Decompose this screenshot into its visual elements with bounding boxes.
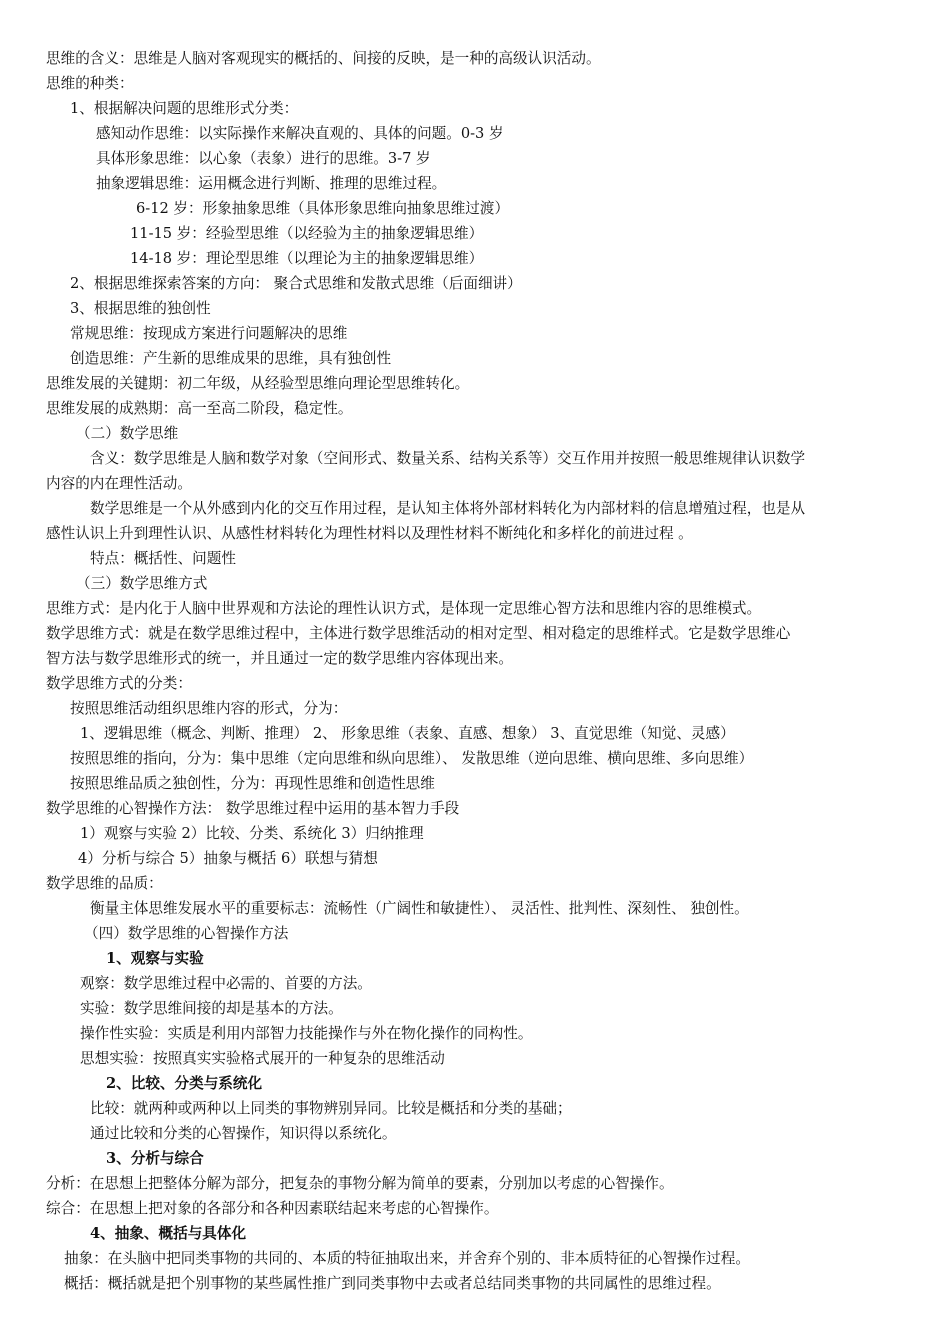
text-line: 观察：数学思维过程中必需的、首要的方法。 xyxy=(80,975,372,992)
text-line: 1、根据解决问题的思维形式分类： xyxy=(70,100,299,117)
text-line: 内容的内在理性活动。 xyxy=(46,475,192,492)
text-line: 思维方式：是内化于人脑中世界观和方法论的理性认识方式，是体现一定思维心智方法和思维内容的思维模式。 xyxy=(46,600,762,617)
subsection-heading: 2、比较、分类与系统化 xyxy=(106,1075,263,1092)
text-line: 数学思维方式：就是在数学思维过程中，主体进行数学思维活动的相对定型、相对稳定的思维样式。它是数学思维心 xyxy=(46,625,791,642)
text-line: 含义：数学思维是人脑和数学对象（空间形式、数量关系、结构关系等）交互作用并按照一般思维规律认识数学 xyxy=(90,450,806,467)
text-line: 14-18 岁：理论型思维（以理论为主的抽象逻辑思维） xyxy=(130,250,484,267)
text-line: 按照思维活动组织思维内容的形式，分为： xyxy=(70,700,348,717)
text-line: 衡量主体思维发展水平的重要标志：流畅性（广阔性和敏捷性）、 灵活性、批判性、深刻性、 独创性。 xyxy=(90,900,749,917)
text-line: 特点：概括性、问题性 xyxy=(90,550,236,567)
text-line: 3、根据思维的独创性 xyxy=(70,300,211,317)
text-line: 抽象逻辑思维：运用概念进行判断、推理的思维过程。 xyxy=(96,175,447,192)
text-line: 实验：数学思维间接的却是基本的方法。 xyxy=(80,1000,343,1017)
text-line: 思维的种类： xyxy=(46,75,134,92)
text-line: 2、根据思维探索答案的方向： 聚合式思维和发散式思维（后面细讲） xyxy=(70,275,522,292)
text-line: 具体形象思维：以心象（表象）进行的思维。3-7 岁 xyxy=(96,150,431,167)
text-line: 通过比较和分类的心智操作，知识得以系统化。 xyxy=(90,1125,397,1142)
text-line: 思维发展的成熟期：高一至高二阶段，稳定性。 xyxy=(46,400,353,417)
text-line: 思想实验：按照真实实验格式展开的一种复杂的思维活动 xyxy=(80,1050,445,1067)
section-heading: （四）数学思维的心智操作方法 xyxy=(84,925,289,942)
text-line: 常规思维：按现成方案进行问题解决的思维 xyxy=(70,325,348,342)
text-line: 比较：就两种或两种以上同类的事物辨别异同。比较是概括和分类的基础； xyxy=(90,1100,572,1117)
text-line: 思维的含义：思维是人脑对客观现实的概括的、间接的反映，是一种的高级认识活动。 xyxy=(46,50,601,67)
text-line: 抽象：在头脑中把同类事物的共同的、本质的特征抽取出来，并舍弃个别的、非本质特征的心智操作过程。 xyxy=(64,1250,750,1267)
section-heading: （二）数学思维 xyxy=(76,425,179,442)
text-line: 数学思维方式的分类： xyxy=(46,675,192,692)
text-line: 综合：在思想上把对象的各部分和各种因素联结起来考虑的心智操作。 xyxy=(46,1200,499,1217)
section-heading: （三）数学思维方式 xyxy=(76,575,208,592)
text-line: 1、逻辑思维（概念、判断、推理） 2、 形象思维（表象、直感、想象） 3、直觉思维（知觉、灵感） xyxy=(80,725,735,742)
text-line: 数学思维的品质： xyxy=(46,875,163,892)
subsection-heading: 3、分析与综合 xyxy=(106,1150,204,1167)
text-line: 按照思维的指向，分为：集中思维（定向思维和纵向思维）、 发散思维（逆向思维、横向思维、多向思维） xyxy=(70,750,754,767)
text-line: 数学思维的心智操作方法： 数学思维过程中运用的基本智力手段 xyxy=(46,800,460,817)
text-line: 创造思维：产生新的思维成果的思维，具有独创性 xyxy=(70,350,392,367)
text-line: 分析：在思想上把整体分解为部分，把复杂的事物分解为简单的要素，分别加以考虑的心智操作。 xyxy=(46,1175,674,1192)
text-line: 6-12 岁：形象抽象思维（具体形象思维向抽象思维过渡） xyxy=(136,200,510,217)
text-line: 按照思维品质之独创性，分为：再现性思维和创造性思维 xyxy=(70,775,435,792)
text-line: 概括：概括就是把个别事物的某些属性推广到同类事物中去或者总结同类事物的共同属性的思维过程。 xyxy=(64,1275,721,1292)
text-line: 感知动作思维：以实际操作来解决直观的、具体的问题。0-3 岁 xyxy=(96,125,504,142)
text-line: 1）观察与实验 2）比较、分类、系统化 3）归纳推理 xyxy=(80,825,424,842)
subsection-heading: 4、抽象、概括与具体化 xyxy=(90,1225,247,1242)
text-line: 思维发展的关键期：初二年级，从经验型思维向理论型思维转化。 xyxy=(46,375,470,392)
text-line: 数学思维是一个从外感到内化的交互作用过程，是认知主体将外部材料转化为内部材料的信息增殖过程，也是从 xyxy=(90,500,806,517)
text-line: 11-15 岁：经验型思维（以经验为主的抽象逻辑思维） xyxy=(130,225,484,242)
text-line: 操作性实验：实质是利用内部智力技能操作与外在物化操作的同构性。 xyxy=(80,1025,533,1042)
text-line: 感性认识上升到理性认识、从感性材料转化为理性材料以及理性材料不断纯化和多样化的前进过程 。 xyxy=(46,525,693,542)
text-line: 4）分析与综合 5）抽象与概括 6）联想与猜想 xyxy=(78,850,378,867)
subsection-heading: 1、观察与实验 xyxy=(106,950,204,967)
text-line: 智方法与数学思维形式的统一，并且通过一定的数学思维内容体现出来。 xyxy=(46,650,514,667)
